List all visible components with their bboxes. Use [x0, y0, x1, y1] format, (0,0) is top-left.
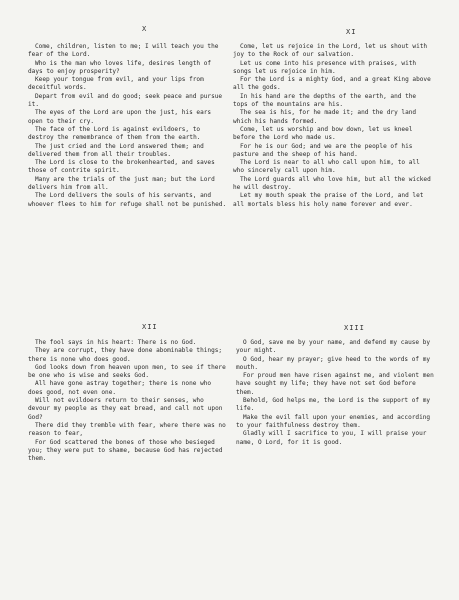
verse-paragraph: In his hand are the depths of the earth, and the tops of the mountains are his.	[233, 92, 417, 109]
section-xii-text	[28, 339, 228, 463]
section-x-text	[28, 43, 228, 209]
verse-paragraph: The fool says in his heart: There is no God.	[35, 339, 197, 346]
verse-paragraph: For he is our God; and we are the people of his pasture and the sheep of his hand.	[233, 142, 413, 158]
section-numeral-x: X	[142, 25, 148, 33]
verse-paragraph: The just cried and the Lord answered them; and delivered them from all their troubles.	[28, 142, 204, 158]
verse-paragraph: The sea is his, for he made it; and the dry land which his hands formed.	[233, 109, 417, 125]
verse-paragraph: Many are the trials of the just man; but the Lord delivers him from all.	[28, 175, 215, 192]
verse-paragraph: Come, let us rejoice in the Lord, let us shout with joy to the Rock of our salvation.	[233, 43, 428, 59]
verse-paragraph: Come, let us worship and bow down, let us kneel before the Lord who made us.	[233, 125, 413, 142]
verse-paragraph: Who is the man who loves life, desires length of days to enjoy prosperity?	[28, 59, 212, 75]
verse-paragraph: Make the evil fall upon your enemies, and according to your faithfulness destroy them.	[236, 413, 431, 429]
verse-paragraph: Let my mouth speak the praise of the Lord, and let all mortals bless his holy name forever and ever.	[233, 192, 424, 208]
verse-paragraph: Behold, God helps me, the Lord is the support of my life.	[236, 397, 431, 413]
verse-paragraph: Will not evildoers return to their senses, who devour my people as they eat bread, and call not upon God?	[28, 397, 223, 421]
verse-paragraph: There did they tremble with fear, where there was no reason to fear,	[28, 421, 226, 438]
verse-paragraph: They are corrupt, they have done abominable things; there is none who does good.	[28, 347, 223, 363]
verse-paragraph: For God scattered the bones of those who besieged you; they were put to shame, because God has rejected them.	[28, 438, 223, 463]
verse-paragraph: O God, hear my prayer; give heed to the words of my mouth.	[236, 355, 431, 371]
verse-paragraph: The Lord guards all who love him, but all the wicked he will destroy.	[233, 175, 431, 192]
verse-paragraph: For proud men have risen against me, and violent men have sought my life; they have not set God before them.	[236, 372, 434, 396]
verse-paragraph: O God, save me by your name, and defend my cause by your might.	[236, 339, 431, 355]
verse-paragraph: Keep your tongue from evil, and your lips from deceitful words.	[28, 76, 204, 92]
verse-paragraph: The Lord is near to all who call upon him, to all who sincerely call upon him.	[233, 159, 420, 175]
verse-paragraph: Gladly will I sacrifice to you, I will praise your name, O Lord, for it is good.	[236, 430, 427, 446]
verse-paragraph: The face of the Lord is against evildoers, to destroy the remembrance of them from the earth.	[28, 125, 201, 142]
section-numeral-xi: XI	[346, 28, 357, 36]
section-numeral-xii: XII	[142, 323, 158, 331]
verse-paragraph: The eyes of the Lord are upon the just, his ears open to their cry.	[28, 109, 212, 125]
section-numeral-xiii: XIII	[344, 324, 365, 332]
verse-paragraph: All have gone astray together; there is none who does good, not even one.	[28, 380, 212, 396]
verse-paragraph: Depart from evil and do good; seek peace and pursue it.	[28, 92, 223, 109]
verse-paragraph: The Lord delivers the souls of his servants, and whoever flees to him for refuge shall not be punished.	[28, 192, 227, 208]
verse-paragraph: Let us come into his presence with praises, with songs let us rejoice in him.	[233, 59, 417, 75]
verse-paragraph: The Lord is close to the brokenhearted, and saves those of contrite spirit.	[28, 159, 215, 175]
verse-paragraph: Come, children, listen to me; I will teach you the fear of the Lord.	[28, 43, 219, 59]
section-xiii-text	[236, 339, 434, 447]
verse-paragraph: God looks down from heaven upon men, to see if there be one who is wise and seeks God.	[28, 363, 226, 380]
verse-paragraph: For the Lord is a mighty God, and a great King above all the gods.	[233, 76, 431, 92]
section-xi-text	[233, 43, 433, 209]
